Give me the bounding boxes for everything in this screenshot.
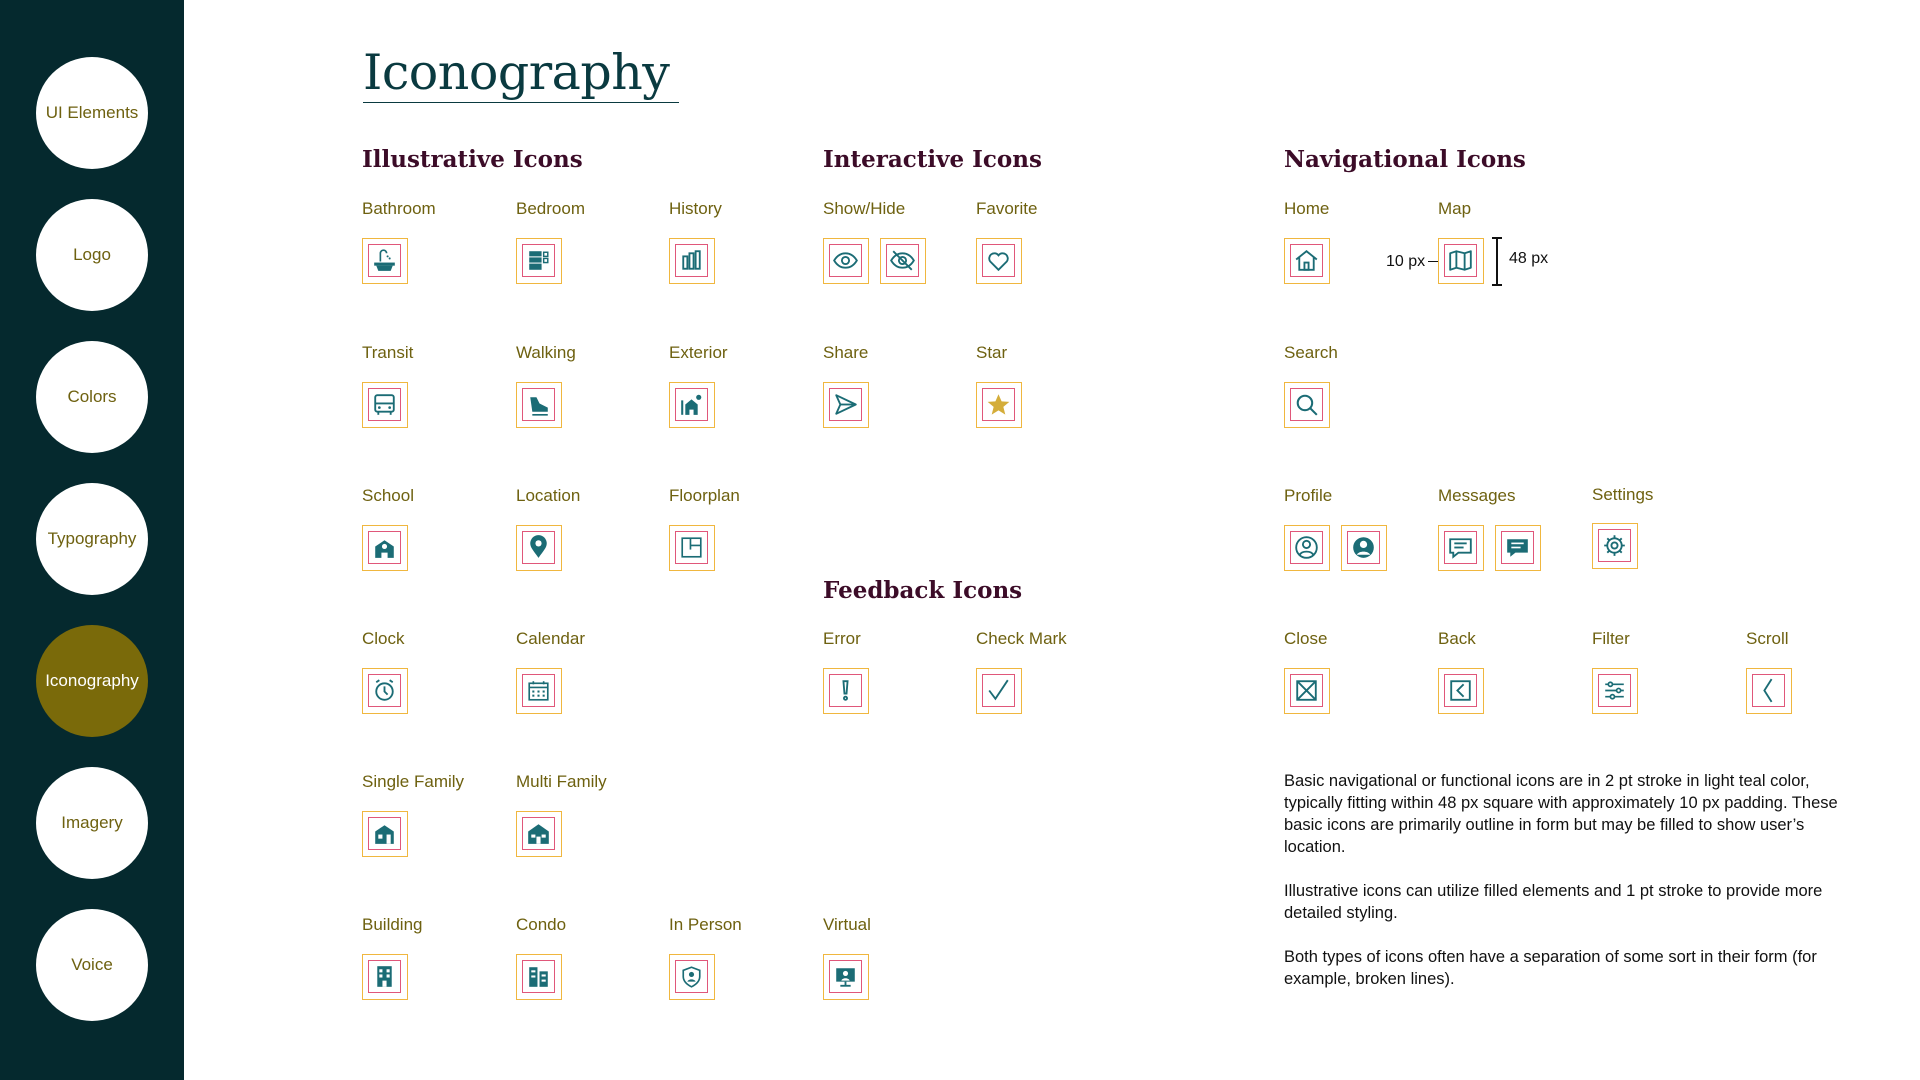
label-building: Building <box>362 915 423 934</box>
virtual-icon[interactable] <box>823 954 869 1000</box>
label-bathroom: Bathroom <box>362 199 436 218</box>
messages-outline-icon[interactable] <box>1438 525 1484 571</box>
building-icon[interactable] <box>362 954 408 1000</box>
label-multi-family: Multi Family <box>516 772 607 791</box>
eye-icon[interactable] <box>823 238 869 284</box>
label-map: Map <box>1438 199 1472 218</box>
nav-typography[interactable]: Typography <box>36 483 148 595</box>
messages-filled-icon[interactable] <box>1495 525 1541 571</box>
floorplan-icon[interactable] <box>669 525 715 571</box>
bathroom-icon[interactable] <box>362 238 408 284</box>
navigational-icons-heading: Navigational Icons <box>1284 146 1526 173</box>
home-icon[interactable] <box>1284 238 1330 284</box>
back-icon[interactable] <box>1438 668 1484 714</box>
label-floorplan: Floorplan <box>669 486 740 505</box>
padding-marker <box>1428 261 1438 262</box>
check-mark-icon[interactable] <box>976 668 1022 714</box>
sidebar <box>0 0 184 1080</box>
settings-icon[interactable] <box>1592 523 1638 569</box>
scroll-icon[interactable] <box>1746 668 1792 714</box>
label-messages: Messages <box>1438 486 1516 505</box>
padding-annotation: 10 px <box>1386 253 1426 270</box>
error-icon[interactable] <box>823 668 869 714</box>
label-profile: Profile <box>1284 486 1333 505</box>
label-single-family: Single Family <box>362 772 465 791</box>
bedroom-icon[interactable] <box>516 238 562 284</box>
label-check-mark: Check Mark <box>976 629 1067 648</box>
eye-slash-icon[interactable] <box>880 238 926 284</box>
label-share: Share <box>823 343 869 362</box>
star-icon[interactable] <box>976 382 1022 428</box>
school-icon[interactable] <box>362 525 408 571</box>
label-home: Home <box>1284 199 1330 218</box>
label-settings: Settings <box>1592 485 1654 504</box>
size-marker <box>1496 237 1498 285</box>
nav-ui-elements[interactable]: UI Elements <box>36 57 148 169</box>
label-exterior: Exterior <box>669 343 728 362</box>
heart-icon[interactable] <box>976 238 1022 284</box>
clock-icon[interactable] <box>362 668 408 714</box>
walking-icon[interactable] <box>516 382 562 428</box>
label-error: Error <box>823 629 861 648</box>
feedback-icons-heading: Feedback Icons <box>823 577 1023 604</box>
label-scroll: Scroll <box>1746 629 1789 648</box>
label-clock: Clock <box>362 629 405 648</box>
label-search: Search <box>1284 343 1338 362</box>
in-person-icon[interactable] <box>669 954 715 1000</box>
search-icon[interactable] <box>1284 382 1330 428</box>
label-favorite: Favorite <box>976 199 1038 218</box>
size-marker-top <box>1492 237 1502 239</box>
description-paragraph-3: Both types of icons often have a separation of some sort in their form (for example, broken lines). <box>1284 948 1817 988</box>
profile-outline-icon[interactable] <box>1284 525 1330 571</box>
label-school: School <box>362 486 414 505</box>
label-walking: Walking <box>516 343 576 362</box>
nav-imagery[interactable]: Imagery <box>36 767 148 879</box>
history-icon[interactable] <box>669 238 715 284</box>
label-condo: Condo <box>516 915 567 934</box>
condo-icon[interactable] <box>516 954 562 1000</box>
calendar-icon[interactable] <box>516 668 562 714</box>
interactive-icons-heading: Interactive Icons <box>823 146 1042 173</box>
location-icon[interactable] <box>516 525 562 571</box>
nav-colors[interactable]: Colors <box>36 341 148 453</box>
share-icon[interactable] <box>823 382 869 428</box>
label-virtual: Virtual <box>823 915 871 934</box>
label-bedroom: Bedroom <box>516 199 585 218</box>
label-location: Location <box>516 486 581 505</box>
description-paragraph-2: Illustrative icons can utilize filled elements and 1 pt stroke to provide more detailed styling. <box>1284 882 1823 922</box>
label-calendar: Calendar <box>516 629 585 648</box>
label-transit: Transit <box>362 343 414 362</box>
label-show-hide: Show/Hide <box>823 199 906 218</box>
label-star: Star <box>976 343 1008 362</box>
exterior-icon[interactable] <box>669 382 715 428</box>
nav-logo[interactable]: Logo <box>36 199 148 311</box>
label-in-person: In Person <box>669 915 742 934</box>
filter-icon[interactable] <box>1592 668 1638 714</box>
label-filter: Filter <box>1592 629 1630 648</box>
page-title: Iconography <box>363 46 679 103</box>
illustrative-icons-heading: Illustrative Icons <box>362 146 583 173</box>
transit-icon[interactable] <box>362 382 408 428</box>
label-back: Back <box>1438 629 1476 648</box>
nav-iconography[interactable]: Iconography <box>36 625 148 737</box>
profile-filled-icon[interactable] <box>1341 525 1387 571</box>
size-annotation: 48 px <box>1509 250 1549 267</box>
size-marker-bottom <box>1492 284 1502 286</box>
multi-family-icon[interactable] <box>516 811 562 857</box>
description-paragraph-1: Basic navigational or functional icons are in 2 pt stroke in light teal color, typically fitting within 48 px square with approximately 10 px padding. These basic icons are primarily outline in form but may be filled to show user’s location. <box>1284 772 1838 856</box>
nav-voice[interactable]: Voice <box>36 909 148 1021</box>
single-family-icon[interactable] <box>362 811 408 857</box>
map-icon[interactable] <box>1438 238 1484 284</box>
label-close: Close <box>1284 629 1328 648</box>
close-icon[interactable] <box>1284 668 1330 714</box>
label-history: History <box>669 199 722 218</box>
